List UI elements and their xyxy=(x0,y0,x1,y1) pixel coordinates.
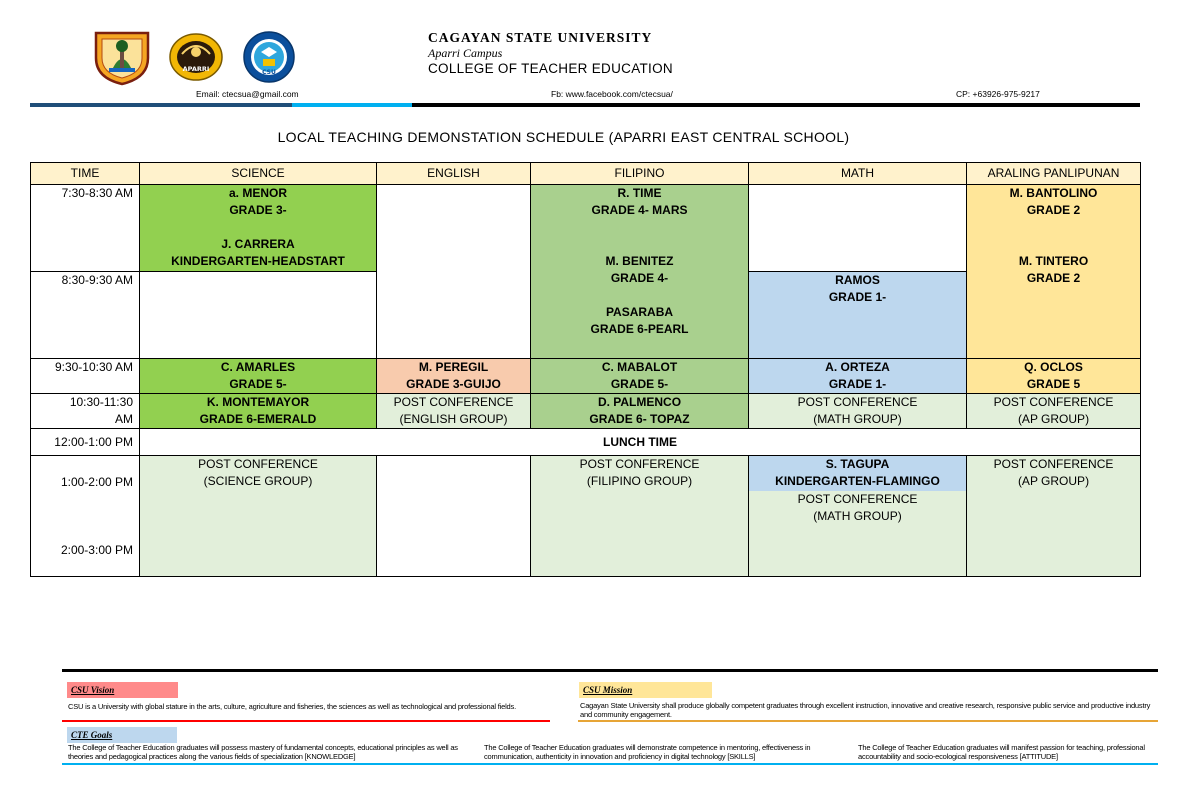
col-header-filipino: FILIPINO xyxy=(531,163,749,185)
teacher-name: J. CARRERA xyxy=(221,237,295,251)
grade-section: GRADE 6-PEARL xyxy=(590,322,689,336)
english-cell xyxy=(377,359,531,394)
mission-text: Cagayan State University shall produce globally competent graduates through excellent instruction, innovative and creative research, responsive public service and productive industry and community engagement. xyxy=(580,701,1151,719)
ap-cell xyxy=(967,359,1141,394)
grade-section: GRADE 2 xyxy=(1026,271,1081,285)
filipino-cell xyxy=(531,359,749,394)
grade-section: GRADE 1- xyxy=(828,377,887,391)
teacher-name: A. ORTEZA xyxy=(825,360,890,374)
ap-cell xyxy=(967,394,1141,429)
grade-section: GRADE 3- xyxy=(229,203,287,217)
col-header-science: SCIENCE xyxy=(140,163,377,185)
teacher-name: M. BENITEZ xyxy=(605,254,674,268)
col-header-math: MATH xyxy=(749,163,967,185)
college-of-teacher-education-seal xyxy=(242,30,296,89)
mission-tag: CSU Mission xyxy=(579,682,712,698)
grade-section: GRADE 6- TOPAZ xyxy=(589,412,690,426)
english-cell-empty xyxy=(377,456,531,577)
grade-section: GRADE 5 xyxy=(1026,377,1081,391)
filipino-cell xyxy=(531,185,749,359)
post-conference-label: POST CONFERENCE xyxy=(198,457,318,471)
teacher-name: M. BANTOLINO xyxy=(1009,186,1098,200)
time-label: 1:00-2:00 PM xyxy=(60,475,133,489)
college-name: COLLEGE OF TEACHER EDUCATION xyxy=(428,61,673,76)
time-cell: 8:30-9:30 AM xyxy=(31,272,140,359)
teacher-name: M. TINTERO xyxy=(1018,254,1089,268)
time-cell xyxy=(31,456,140,577)
mission-underline xyxy=(578,720,1158,722)
grade-section: GRADE 5- xyxy=(229,377,287,391)
goal-skills-text: The College of Teacher Education graduates will demonstrate competence in mentoring, effectiveness in communication, authenticity in innovation and proficiency in digital technology [SKILLS] xyxy=(484,743,811,761)
goals-tag: CTE Goals xyxy=(67,727,177,743)
goal-attitude-text: The College of Teacher Education graduates will manifest passion for teaching, professional accountability and socio-ecological responsiveness [ATTITUDE] xyxy=(858,743,1145,761)
contact-phone: CP: +63926-975-9217 xyxy=(956,89,1040,99)
time-cell: 10:30-11:30 AM xyxy=(31,394,140,429)
ap-cell xyxy=(967,456,1141,577)
science-cell xyxy=(140,185,377,272)
header-bar-cyan xyxy=(292,103,412,107)
time-cell: 7:30-8:30 AM xyxy=(31,185,140,272)
table-row xyxy=(31,394,1141,429)
teacher-name: a. MENOR xyxy=(228,186,287,200)
post-conference-group: (AP GROUP) xyxy=(1017,412,1090,426)
post-conference-group: (MATH GROUP) xyxy=(813,509,902,523)
teacher-name: C. AMARLES xyxy=(220,360,296,374)
table-row xyxy=(31,456,1141,577)
vision-text: CSU is a University with global stature in the arts, culture, agriculture and fisheries, the sciences as well as technological and professional fields. xyxy=(68,702,516,711)
post-conference-label: POST CONFERENCE xyxy=(579,457,700,471)
post-conference-label: POST CONFERENCE xyxy=(393,395,514,409)
math-cell xyxy=(749,272,967,359)
post-conference-group: (ENGLISH GROUP) xyxy=(399,412,508,426)
grade-section: GRADE 4- xyxy=(610,271,669,285)
vision-tag: CSU Vision xyxy=(67,682,178,698)
post-conference-group: (SCIENCE GROUP) xyxy=(203,474,313,488)
post-conference-label: POST CONFERENCE xyxy=(993,457,1114,471)
lunch-cell: LUNCH TIME xyxy=(140,429,1141,456)
grade-section: GRADE 1- xyxy=(828,290,887,304)
post-conference-group: (AP GROUP) xyxy=(1017,474,1090,488)
math-cell xyxy=(749,359,967,394)
science-cell-empty xyxy=(140,272,377,359)
campus-name: Aparri Campus xyxy=(428,46,503,60)
vision-underline xyxy=(62,720,550,722)
teacher-name: Q. OCLOS xyxy=(1024,360,1083,374)
post-conference-group: (FILIPINO GROUP) xyxy=(586,474,693,488)
post-conference-group: (MATH GROUP) xyxy=(813,412,902,426)
svg-text:CSU: CSU xyxy=(262,69,276,76)
english-cell xyxy=(377,394,531,429)
math-cell xyxy=(749,456,967,577)
schedule-title: LOCAL TEACHING DEMONSTATION SCHEDULE (APARRI EAST CENTRAL SCHOOL) xyxy=(277,129,850,145)
grade-section: KINDERGARTEN-HEADSTART xyxy=(171,254,345,268)
teacher-name: D. PALMENCO xyxy=(597,395,682,409)
col-header-araling-panlipunan: ARALING PANLIPUNAN xyxy=(967,163,1141,185)
grade-section: GRADE 3-GUIJO xyxy=(406,377,501,391)
goal-knowledge-text: The College of Teacher Education graduates will possess mastery of fundamental concepts, educational principles as well as theories and pedagogical practices along the various fields of specialization [KNOWLEDGE] xyxy=(68,743,458,761)
teacher-name: M. PEREGIL xyxy=(418,360,489,374)
contact-facebook: Fb: www.facebook.com/ctecsua/ xyxy=(551,89,673,99)
teacher-name: C. MABALOT xyxy=(601,360,678,374)
logo-aparri-text: APARRI xyxy=(182,65,210,73)
teacher-name: RAMOS xyxy=(835,273,880,287)
header-bar-black xyxy=(412,103,1140,107)
math-cell xyxy=(749,394,967,429)
grade-section: GRADE 5- xyxy=(610,377,669,391)
teacher-name: R. TIME xyxy=(617,186,662,200)
col-header-english: ENGLISH xyxy=(377,163,531,185)
filipino-cell xyxy=(531,394,749,429)
table-row xyxy=(31,185,1141,272)
post-conference-label: POST CONFERENCE xyxy=(797,395,918,409)
math-demo-block xyxy=(749,456,966,491)
grade-section: KINDERGARTEN-FLAMINGO xyxy=(775,474,940,488)
science-cell xyxy=(140,456,377,577)
header-bar-navy xyxy=(30,103,292,107)
teacher-name: S. TAGUPA xyxy=(825,457,890,471)
table-header-row xyxy=(31,163,1141,185)
goals-underline xyxy=(62,763,1158,765)
csu-aparri-logo xyxy=(168,32,224,87)
grade-section: GRADE 6-EMERALD xyxy=(199,412,317,426)
time-label: 2:00-3:00 PM xyxy=(60,543,133,557)
english-cell-empty xyxy=(377,185,531,359)
contact-email: Email: ctecsua@gmail.com xyxy=(196,89,299,99)
table-row xyxy=(31,429,1141,456)
schedule-table xyxy=(30,162,1141,577)
time-cell: 12:00-1:00 PM xyxy=(31,429,140,456)
col-header-time: TIME xyxy=(31,163,140,185)
ap-cell xyxy=(967,185,1141,359)
university-name: CAGAYAN STATE UNIVERSITY xyxy=(428,30,653,45)
teacher-name: K. MONTEMAYOR xyxy=(206,395,310,409)
math-cell-empty xyxy=(749,185,967,272)
filipino-cell xyxy=(531,456,749,577)
post-conference-label: POST CONFERENCE xyxy=(993,395,1114,409)
csu-college-seal-logo xyxy=(92,30,152,91)
science-cell xyxy=(140,394,377,429)
grade-section: GRADE 2 xyxy=(1026,203,1081,217)
grade-section: GRADE 4- MARS xyxy=(591,203,688,217)
post-conference-label: POST CONFERENCE xyxy=(797,492,918,506)
time-cell: 9:30-10:30 AM xyxy=(31,359,140,394)
teacher-name: PASARABA xyxy=(605,305,674,319)
science-cell xyxy=(140,359,377,394)
footer-bar xyxy=(62,669,1158,672)
table-row xyxy=(31,359,1141,394)
